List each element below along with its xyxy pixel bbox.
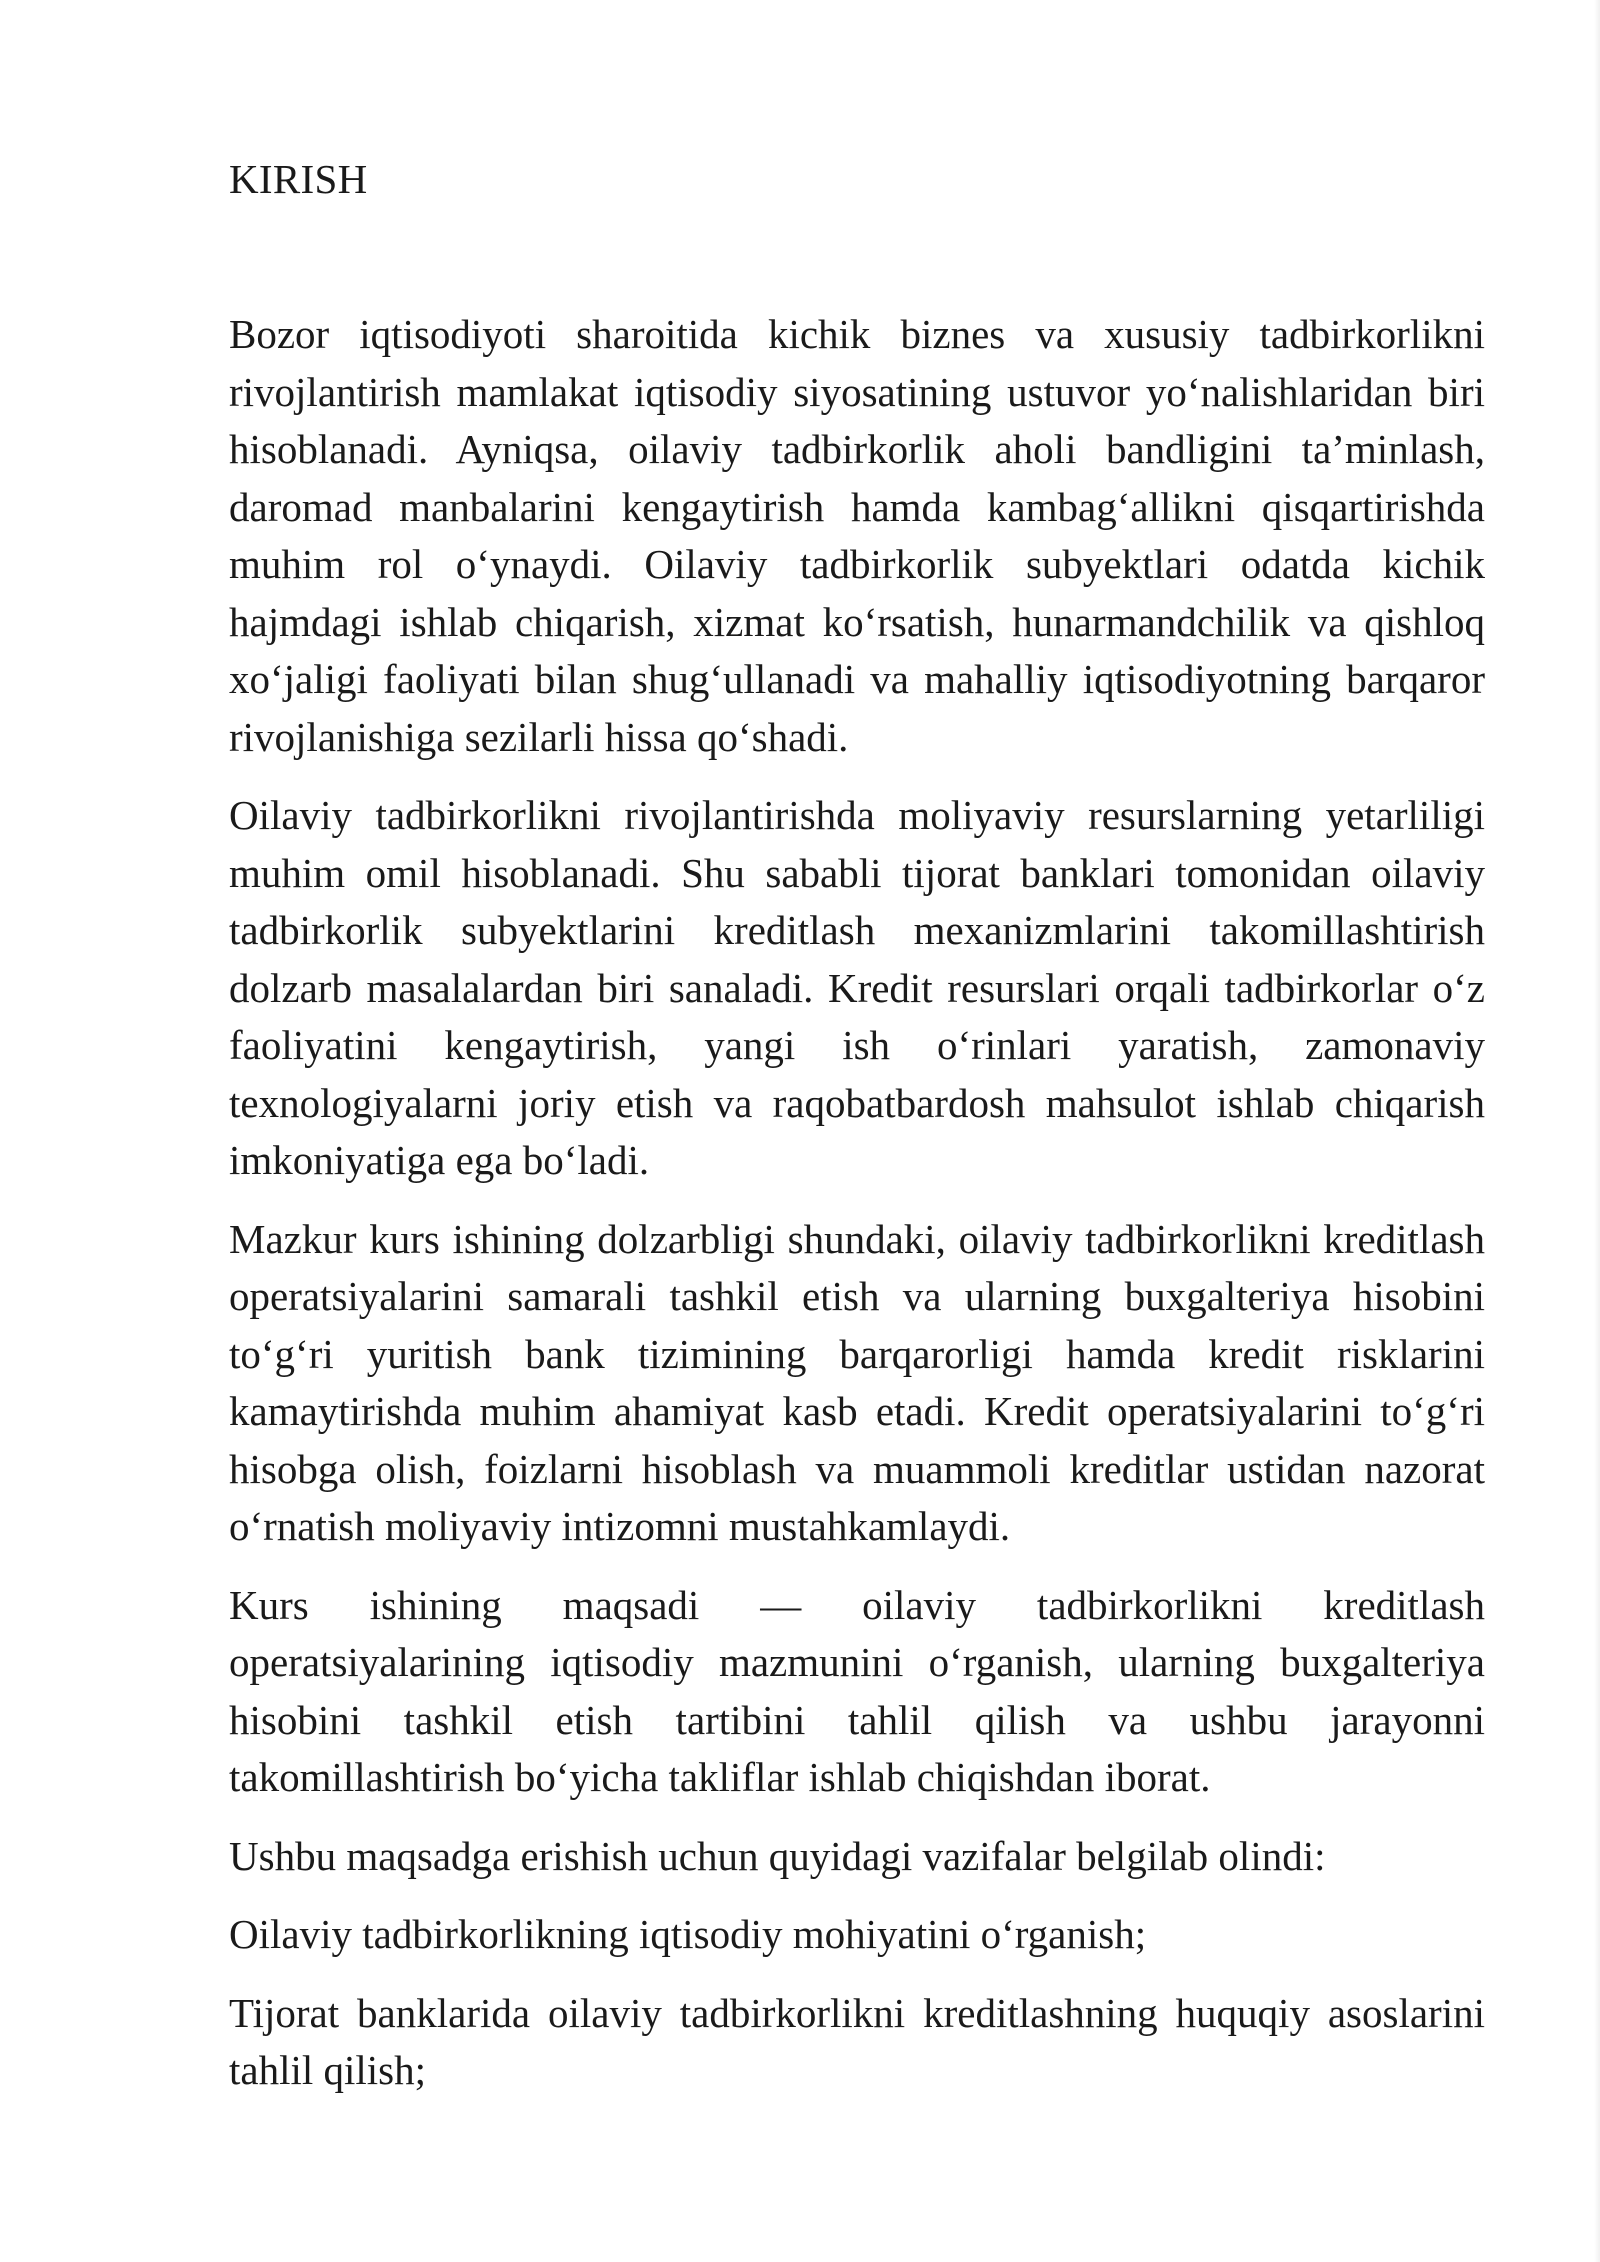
section-heading: KIRISH [229,156,368,202]
paragraph-2: Oilaviy tadbirkorlikni rivojlantirishda moliyaviy resurslarning yetarliligi muhim omil hisoblanadi. Shu sababli tijorat banklari tomonidan oilaviy tadbirkorlik subyektlarini kreditlash mexanizmlarini takomillashtirish dolzarb masalalardan biri sanaladi. Kredit resurslari orqali tadbirkorlar o‘z faoliyatini kengaytirish, yangi ish o‘rinlari yaratish, zamonaviy texnologiyalarni joriy etish va raqobatbardosh mahsulot ishlab chiqarish imkoniyatiga ega bo‘ladi. [229,792,1485,1183]
page-edge-shadow [1594,0,1600,2262]
task-item-2: Tijorat banklarida oilaviy tadbirkorlikni kreditlashning huquqiy asoslarini tahlil qilish; [229,1989,1485,2093]
paragraph-3: Mazkur kurs ishining dolzarbligi shundaki, oilaviy tadbirkorlikni kreditlash operatsiyalarini samarali tashkil etish va ularning buxgalteriya hisobini to‘g‘ri yuritish bank tizimining barqarorligi hamda kredit risklarini kamaytirishda muhim ahamiyat kasb etadi. Kredit operatsiyalarini to‘g‘ri hisobga olish, foizlarni hisoblash va muammoli kreditlar ustidan nazorat o‘rnatish moliyaviy intizomni mustahkamlaydi. [229,1215,1485,1549]
paragraph-5: Ushbu maqsadga erishish uchun quyidagi vazifalar belgilab olindi: [229,1832,1326,1879]
task-item-1: Oilaviy tadbirkorlikning iqtisodiy mohiyatini o‘rganish; [229,1911,1147,1957]
paragraph-4: Kurs ishining maqsadi — oilaviy tadbirkorlikni kreditlash operatsiyalarining iqtisodiy mazmunini o‘rganish, ularning buxgalteriya hisobini tashkil etish tartibini tahlil qilish va ushbu jarayonni takomillashtirish bo‘yicha takliflar ishlab chiqishdan iborat. [229,1581,1485,1800]
paragraph-1: Bozor iqtisodiyoti sharoitida kichik biznes va xususiy tadbirkorlikni rivojlantirish mamlakat iqtisodiy siyosatining ustuvor yo‘nalishlaridan biri hisoblanadi. Ayniqsa, oilaviy tadbirkorlik aholi bandligini ta’minlash, daromad manbalarini kengaytirish hamda kambag‘allikni qisqartirishda muhim rol o‘ynaydi. Oilaviy tadbirkorlik subyektlari odatda kichik hajmdagi ishlab chiqarish, xizmat ko‘rsatish, hunarmandchilik va qishloq xo‘jaligi faoliyati bilan shug‘ullanadi va mahalliy iqtisodiyotning barqaror rivojlanishiga sezilarli hissa qo‘shadi. [229,311,1485,760]
document-body [229,150,1485,2121]
